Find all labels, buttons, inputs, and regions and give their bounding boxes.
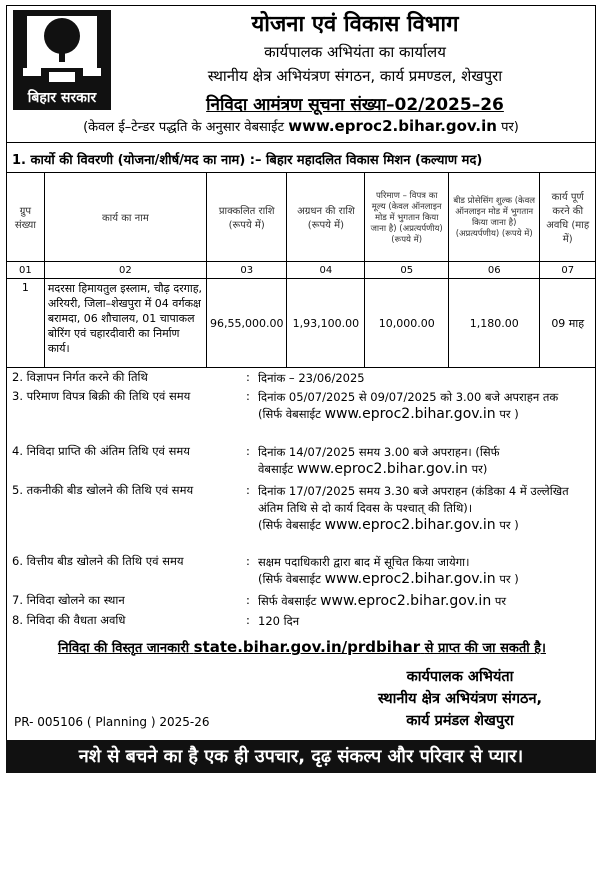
detail-value: दिनांक 14/07/2025 समय 3.00 बजे अपराहन। (सिर्फ वेबसाईट www.eproc2.bihar.gov.in पर): [258, 445, 500, 477]
department-title: योजना एवं विकास विभाग: [251, 12, 459, 37]
notice-number: निविदा आमंत्रण सूचना संख्या–02/2025–26: [206, 95, 504, 115]
detail-value: दिनांक 05/07/2025 से 09/07/2025 को 3.00 बजे अपराहन तक (सिर्फ वेबसाईट www.eproc2.bihar.gov.in पर ): [258, 390, 559, 422]
cell-processing-fee: 1,180.00: [449, 279, 540, 368]
detail-value: दिनांक 17/07/2025 समय 3.30 बजे अपराहन (कंडिका 4 में उल्लेखित अंतिम तिथि से दो कार्य दिवस के पश्चात् की तिथि)। (सिर्फ वेबसाईट www.eproc2.bihar.gov.in पर ): [258, 484, 569, 533]
column-number: 03: [206, 262, 286, 279]
detail-text: दिनांक 14/07/2025 समय 3.00 बजे अपराहन। (सिर्फ: [258, 445, 500, 459]
pr-number: PR- 005106 ( Planning ) 2025-26: [14, 715, 210, 729]
detail-label: 7. निविदा खोलने का स्थान: [12, 593, 125, 607]
header-group: ग्रुप संख्या: [7, 173, 45, 262]
header-work-name: कार्य का नाम: [44, 173, 206, 262]
column-number: 07: [540, 262, 596, 279]
detail-text: दिनांक – 23/06/2025: [258, 371, 365, 385]
website-link[interactable]: www.eproc2.bihar.gov.in: [296, 461, 468, 477]
column-number-row: [7, 262, 596, 279]
header-earnest-money: अग्रधन की राशि (रूपये में): [287, 173, 365, 262]
cell-group: 1: [7, 279, 45, 368]
bihar-sarkar-logo: [13, 10, 111, 110]
signature-line: कार्य प्रमंडल शेखपुरा: [406, 713, 514, 729]
signature-block: [330, 666, 590, 732]
cell-estimated-amount: 96,55,000.00: [206, 279, 286, 368]
divider: [6, 142, 596, 143]
detail-label: 4. निविदा प्राप्ति की अंतिम तिथि एवं समय: [12, 444, 190, 458]
header-processing-fee: बीड प्रोसेसिंग शुल्क (केवल ऑनलाइन मोड में भुगतान किया जाना है) (अप्रत्यर्पणीय) (रूपये में): [449, 173, 540, 262]
detail-value: सिर्फ वेबसाईट www.eproc2.bihar.gov.in पर: [258, 593, 507, 609]
website-link[interactable]: www.eproc2.bihar.gov.in: [288, 117, 497, 135]
office-name: कार्यपालक अभियंता का कार्यालय: [264, 43, 446, 61]
cell-bill-cost: 10,000.00: [365, 279, 449, 368]
detail-text: 120 दिन: [258, 614, 300, 628]
extended-info: निविदा की विस्तृत जानकारी state.bihar.gov.in/prdbihar से प्राप्त की जा सकती है।: [58, 638, 546, 656]
prdbihar-link[interactable]: state.bihar.gov.in/prdbihar: [193, 638, 421, 656]
works-heading: 1. कार्यो की विवरणी (योजना/शीर्ष/मद का नाम) :– बिहार महादलित विकास मिशन (कल्याण मद): [12, 153, 483, 168]
detail-text: सक्षम पदाधिकारी द्वारा बाद में सूचित किया जायेगा।: [258, 555, 470, 569]
header-estimated-amount: प्राक्कलित राशि (रूपये में): [206, 173, 286, 262]
bodhi-tree-emblem-icon: [13, 10, 111, 90]
detail-label: 5. तकनीकी बीड खोलने की तिथि एवं समय: [12, 483, 194, 497]
column-number: 06: [449, 262, 540, 279]
table-header-row: [7, 173, 596, 262]
website-link[interactable]: www.eproc2.bihar.gov.in: [324, 406, 496, 422]
column-number: 04: [287, 262, 365, 279]
organization-name: स्थानीय क्षेत्र अभियंत्रण संगठन, कार्य प्रमण्डल, शेखपुरा: [207, 67, 503, 85]
signature-line: स्थानीय क्षेत्र अभियंत्रण संगठन,: [378, 691, 542, 707]
tender-website-line: [14, 117, 588, 135]
header-bill-cost: परिमाण – विपत्र का मूल्य (केवल ऑनलाइन मोड में भुगतान किया जाना है) (अप्रत्यर्पणीय) (रूपये में): [365, 173, 449, 262]
cell-work-name: मदरसा हिमायतुल इस्लाम, चौढ़ दरगाह, अरियरी, जिला–शेखपुरा में 04 वर्गकक्ष बरामदा, 06 शौचालय, 01 चापाकल बोरिंग एवं चहारदीवारी का निर्माण कार्य।: [44, 279, 206, 368]
table-row: [7, 279, 596, 368]
column-number: 05: [365, 262, 449, 279]
works-table: [6, 172, 596, 368]
cell-duration: 09 माह: [540, 279, 596, 368]
detail-label: 2. विज्ञापन निर्गत करने की तिथि: [12, 370, 148, 384]
detail-text: दिनांक 17/07/2025 समय 3.30 बजे अपराहन (कंडिका 4 में उल्लेखित अंतिम तिथि से दो कार्य दिवस के पश्चात् की तिथि)।: [258, 484, 569, 515]
website-suffix: पर): [501, 120, 519, 135]
detail-label: 8. निविदा की वैधता अवधि: [12, 613, 126, 627]
detail-value: [258, 613, 588, 630]
detail-label: 6. वित्तीय बीड खोलने की तिथि एवं समय: [12, 554, 184, 568]
column-number: 01: [7, 262, 45, 279]
detail-value: [258, 370, 588, 387]
column-number: 02: [44, 262, 206, 279]
logo-text: बिहार सरकार: [27, 90, 97, 106]
detail-value: सक्षम पदाधिकारी द्वारा बाद में सूचित किया जायेगा। (सिर्फ वेबसाईट www.eproc2.bihar.gov.in पर ): [258, 555, 519, 587]
detail-label: 3. परिमाण विपत्र बिक्री की तिथि एवं समय: [12, 389, 191, 403]
slogan-banner: नशे से बचने का है एक ही उपचार, दृढ़ संकल्प और परिवार से प्यार।: [6, 740, 596, 773]
signature-line: कार्यपालक अभियंता: [406, 669, 514, 685]
website-link[interactable]: www.eproc2.bihar.gov.in: [324, 571, 496, 587]
detail-text: दिनांक 05/07/2025 से 09/07/2025 को 3.00 बजे अपराहन तक: [258, 390, 559, 404]
cell-earnest-money: 1,93,100.00: [287, 279, 365, 368]
website-link[interactable]: www.eproc2.bihar.gov.in: [324, 517, 496, 533]
header-duration: कार्य पूर्ण करने की अवधि (माह में): [540, 173, 596, 262]
website-link[interactable]: www.eproc2.bihar.gov.in: [320, 593, 492, 609]
website-prefix: (केवल ई–टेन्डर पद्धति के अनुसार वेबसाईट: [83, 120, 285, 135]
